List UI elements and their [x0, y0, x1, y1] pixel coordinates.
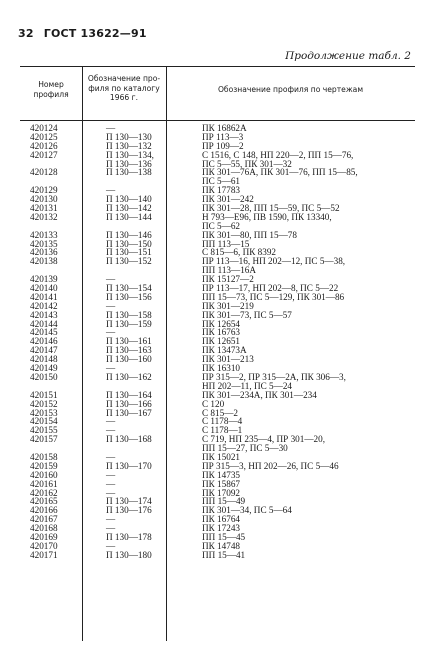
drawing-designation-cell: ПК 13473А	[202, 346, 247, 356]
catalog-designation-cell: П 130—170	[106, 460, 152, 471]
table-row	[20, 373, 415, 382]
catalog-designation-cell: —	[106, 416, 116, 427]
drawing-designation-cell: ПК 301—242	[202, 195, 254, 205]
profile-number-cell: 420165	[30, 496, 58, 507]
table-row	[20, 328, 415, 337]
profile-number-cell: 420129	[30, 185, 58, 196]
table-row	[20, 426, 415, 435]
catalog-designation-cell: П 130—130	[106, 131, 152, 142]
profile-number-cell: 420167	[30, 514, 58, 525]
profile-number-cell: 420148	[30, 354, 58, 365]
catalog-designation-cell: П 130—151	[106, 247, 152, 258]
table-row	[20, 480, 415, 489]
profile-number-cell: 420131	[30, 203, 58, 214]
catalog-designation-cell: П 130—167	[106, 407, 152, 418]
profile-number-cell: 420157	[30, 434, 58, 445]
drawing-designation-cell: С 815—6, ПК 8392	[202, 248, 277, 258]
table-row	[20, 186, 415, 195]
table-top-rule	[20, 66, 415, 67]
profile-number-cell: 420125	[30, 131, 58, 142]
profile-number-cell: 420161	[30, 478, 58, 489]
table-row	[20, 204, 415, 213]
header-bottom-rule	[20, 120, 415, 121]
profile-number-cell: 420144	[30, 318, 58, 329]
catalog-designation-cell: П 130—161	[106, 336, 152, 347]
catalog-designation-cell: П 130—158	[106, 309, 152, 320]
profile-number-cell: 420124	[30, 123, 58, 133]
drawing-designation-cell: ПП 15—73, ПС 5—129, ПК 301—86	[202, 292, 345, 302]
catalog-designation-cell: П 130—162	[106, 371, 152, 382]
table-row	[20, 435, 415, 444]
profile-number-cell: 420168	[30, 523, 58, 534]
profile-number-cell: 420153	[30, 407, 58, 418]
table-row	[20, 168, 415, 177]
profile-number-cell: 420162	[30, 487, 58, 498]
catalog-designation-cell: —	[106, 327, 116, 338]
catalog-designation-cell: —	[106, 540, 116, 551]
catalog-designation-cell: —	[106, 425, 116, 436]
table-row	[20, 346, 415, 355]
drawing-designation-cell: ПР 109—2	[202, 141, 244, 151]
catalog-designation-cell: П 130—160	[106, 354, 152, 365]
header-line: Обозначение про-	[87, 74, 161, 83]
profile-number-cell: 420142	[30, 300, 58, 311]
drawing-designation-cell: ПК 301—28, ПП 15—59, ПС 5—52	[202, 204, 340, 213]
table-row	[20, 506, 415, 515]
catalog-designation-cell: П 130—150	[106, 238, 152, 249]
drawing-designation-cell: ПС 5—55, ПК 301—32	[202, 159, 292, 169]
table-row	[20, 391, 415, 400]
drawing-designation-cell: С 1178—4	[202, 417, 243, 427]
profile-number-cell: 420158	[30, 451, 58, 462]
catalog-designation-cell: П 130—166	[106, 398, 152, 409]
catalog-designation-cell: —	[106, 300, 116, 311]
catalog-designation-cell: —	[106, 123, 116, 133]
catalog-designation-cell: П 130—156	[106, 291, 152, 302]
table-row	[20, 382, 415, 391]
catalog-designation-cell: П 130—180	[106, 549, 152, 560]
drawing-designation-cell: ПР 315—3, НП 202—26, ПС 5—46	[202, 461, 339, 471]
profile-number-cell: 420136	[30, 247, 58, 258]
drawing-designation-cell: ПК 301—234А, ПК 301—234	[202, 390, 317, 400]
table-row	[20, 240, 415, 249]
profile-number-cell: 420151	[30, 389, 58, 400]
catalog-designation-cell: П 130—138	[106, 167, 152, 178]
profile-number-cell: 420133	[30, 229, 58, 240]
drawing-designation-cell: С 719, НП 235—4, ПР 301—20,	[202, 435, 326, 445]
drawing-designation-cell: ПК 15021	[202, 452, 241, 462]
table-body	[20, 124, 415, 560]
profile-number-cell: 420140	[30, 283, 58, 294]
catalog-designation-cell: П 130—174	[106, 496, 152, 507]
drawing-designation-cell: Н 793—Е96, ПВ 1590, ПК 13340,	[202, 212, 332, 222]
drawing-designation-cell: ПК 301—213	[202, 355, 254, 365]
profile-number-cell: 420150	[30, 371, 58, 382]
profile-number-cell: 420160	[30, 469, 58, 480]
drawing-designation-cell: ПК 17783	[202, 186, 241, 196]
table-row	[20, 533, 415, 542]
table-row	[20, 248, 415, 257]
drawing-designation-cell: ПС 5—62	[202, 221, 241, 231]
profile-number-cell: 420126	[30, 140, 58, 151]
table-row	[20, 257, 415, 266]
table-row	[20, 275, 415, 284]
profile-number-cell: 420143	[30, 309, 58, 320]
profile-number-cell: 420138	[30, 256, 58, 267]
column-header-number	[20, 80, 82, 99]
catalog-designation-cell: П 130—163	[106, 345, 152, 356]
table-row	[20, 142, 415, 151]
table-row	[20, 124, 415, 133]
table-row	[20, 417, 415, 426]
profile-number-cell: 420166	[30, 505, 58, 516]
drawing-designation-cell: ПК 301—76А, ПК 301—76, ПП 15—85,	[202, 168, 358, 178]
drawing-designation-cell: ПП 15—49	[202, 497, 246, 507]
table-row	[20, 400, 415, 409]
profile-number-cell: 420135	[30, 238, 58, 249]
profile-number-cell: 420130	[30, 194, 58, 205]
catalog-designation-cell: —	[106, 478, 116, 489]
drawing-designation-cell: ПК 301—219	[202, 301, 254, 311]
table-row	[20, 462, 415, 471]
profile-number-cell: 420149	[30, 363, 58, 374]
catalog-designation-cell: П 130—146	[106, 229, 152, 240]
catalog-designation-cell: П 130—168	[106, 434, 152, 445]
catalog-designation-cell: П 130—176	[106, 505, 152, 516]
table-row	[20, 284, 415, 293]
catalog-designation-cell: П 130—178	[106, 531, 152, 542]
profile-number-cell: 420171	[30, 549, 58, 560]
drawing-designation-cell: ПП 15—27, ПС 5—30	[202, 444, 288, 453]
catalog-designation-cell: П 130—144	[106, 211, 152, 222]
table-row	[20, 133, 415, 142]
drawing-designation-cell: ПК 301—34, ПС 5—64	[202, 506, 292, 516]
drawing-designation-cell: ПС 5—61	[202, 177, 241, 187]
catalog-designation-cell: —	[106, 274, 116, 285]
drawing-designation-cell: ПП 113—15	[202, 239, 250, 249]
drawing-designation-cell: ПК 16310	[202, 364, 241, 373]
profile-number-cell: 420169	[30, 531, 58, 542]
drawing-designation-cell: ПК 301—80, ПП 15—78	[202, 230, 297, 240]
table-row	[20, 409, 415, 418]
table-row	[20, 302, 415, 311]
drawing-designation-cell: С 815—2	[202, 408, 238, 418]
table-row	[20, 551, 415, 560]
catalog-designation-cell	[82, 177, 166, 186]
drawing-designation-cell: ПП 15—41	[202, 550, 246, 560]
drawing-designation-cell: ПК 15127—2	[202, 275, 254, 285]
profile-number-cell: 420139	[30, 274, 58, 285]
catalog-designation-cell: П 130—142	[106, 203, 152, 214]
table-row	[20, 222, 415, 231]
profile-number-cell: 420127	[30, 149, 58, 160]
header-line: профиля	[33, 89, 69, 99]
table-row	[20, 542, 415, 551]
catalog-designation-cell	[82, 444, 166, 453]
drawing-designation-cell: ПК 12654	[202, 319, 241, 329]
profile-number-cell: 420152	[30, 398, 58, 409]
table-row	[20, 524, 415, 533]
catalog-designation-cell: П 130—154	[106, 283, 152, 294]
table-row	[20, 160, 415, 169]
table-row	[20, 471, 415, 480]
catalog-designation-cell: —	[106, 451, 116, 462]
profile-number-cell: 420170	[30, 540, 58, 551]
drawing-designation-cell: ПР 315—2, ПР 315—2А, ПК 306—3,	[202, 372, 346, 382]
profile-number-cell: 420159	[30, 460, 58, 471]
continuation-caption: Продолжение табл. 2	[285, 50, 411, 62]
table-row	[20, 444, 415, 453]
table-row	[20, 311, 415, 320]
page-header	[18, 27, 153, 40]
catalog-designation-cell: —	[106, 514, 116, 525]
catalog-designation-cell: —	[106, 185, 116, 196]
header-line: филя по каталогу	[88, 83, 160, 93]
drawing-designation-cell: С 1178—1	[202, 426, 243, 436]
drawing-designation-cell: ПК 16764	[202, 515, 241, 525]
header-line: Обозначение профиля по чертежам	[217, 85, 364, 94]
drawing-designation-cell: ПК 12651	[202, 337, 241, 347]
profile-number-cell: 420155	[30, 425, 58, 436]
page-number: 32	[18, 27, 34, 40]
profile-number-cell: 420141	[30, 291, 58, 302]
column-header-drawings	[166, 85, 415, 95]
profile-number-cell: 420147	[30, 345, 58, 356]
table-row	[20, 231, 415, 240]
table-row	[20, 151, 415, 160]
catalog-designation-cell: П 130—152	[106, 256, 152, 267]
table-row	[20, 213, 415, 222]
drawing-designation-cell: ПП 15—45	[202, 532, 246, 542]
catalog-designation-cell: П 130—132	[106, 140, 152, 151]
drawing-designation-cell: НП 202—11, ПС 5—24	[202, 381, 293, 391]
drawing-designation-cell: С 120	[202, 399, 225, 409]
catalog-designation-cell: —	[106, 363, 116, 374]
catalog-designation-cell: П 130—159	[106, 318, 152, 329]
table-row	[20, 293, 415, 302]
header-line: Номер	[38, 80, 64, 89]
table-row	[20, 489, 415, 498]
drawing-designation-cell: С 1516, С 148, НП 220—2, ПП 15—76,	[202, 150, 354, 160]
profile-number-cell: 420154	[30, 416, 58, 427]
table-row	[20, 497, 415, 506]
profile-number-cell: 420145	[30, 327, 58, 338]
drawing-designation-cell: ПК 16862А	[202, 124, 247, 133]
drawing-designation-cell: ПК 16763	[202, 328, 241, 338]
drawing-designation-cell: ПК 14735	[202, 470, 241, 480]
standard-title: ГОСТ 13622—91	[43, 27, 147, 40]
drawing-designation-cell: ПК 17243	[202, 524, 241, 533]
table-row	[20, 355, 415, 364]
drawing-designation-cell: ПК 15867	[202, 479, 241, 489]
catalog-designation-cell: П 130—140	[106, 194, 152, 205]
profile-number-cell: 420146	[30, 336, 58, 347]
drawing-designation-cell: ПК 301—73, ПС 5—57	[202, 310, 292, 320]
catalog-designation-cell: П 130—134,	[106, 149, 154, 160]
column-header-catalog	[82, 74, 166, 103]
catalog-designation-cell: —	[106, 523, 116, 534]
catalog-designation-cell: П 130—164	[106, 389, 152, 400]
table-row	[20, 337, 415, 346]
table-row	[20, 195, 415, 204]
catalog-designation-cell: П 130—136	[106, 158, 152, 169]
profile-number-cell: 420132	[30, 211, 58, 222]
table-row	[20, 320, 415, 329]
table-row	[20, 266, 415, 275]
header-line: 1966 г.	[109, 93, 139, 102]
catalog-designation-cell: —	[106, 487, 116, 498]
drawing-designation-cell: ПР 113—3	[202, 132, 244, 142]
drawing-designation-cell: ПП 113—16А	[202, 266, 257, 276]
table-row	[20, 515, 415, 524]
catalog-designation-cell: —	[106, 469, 116, 480]
catalog-designation-cell	[82, 266, 166, 275]
profile-number-cell: 420128	[30, 167, 58, 178]
table-row	[20, 364, 415, 373]
table-row	[20, 453, 415, 462]
table-row	[20, 177, 415, 186]
drawing-designation-cell: ПК 17092	[202, 488, 241, 498]
drawing-designation-cell: ПР 113—16, НП 202—12, ПС 5—38,	[202, 257, 346, 267]
drawing-designation-cell: ПР 113—17, НП 202—8, ПС 5—22	[202, 284, 339, 293]
drawing-designation-cell: ПК 14748	[202, 541, 241, 551]
